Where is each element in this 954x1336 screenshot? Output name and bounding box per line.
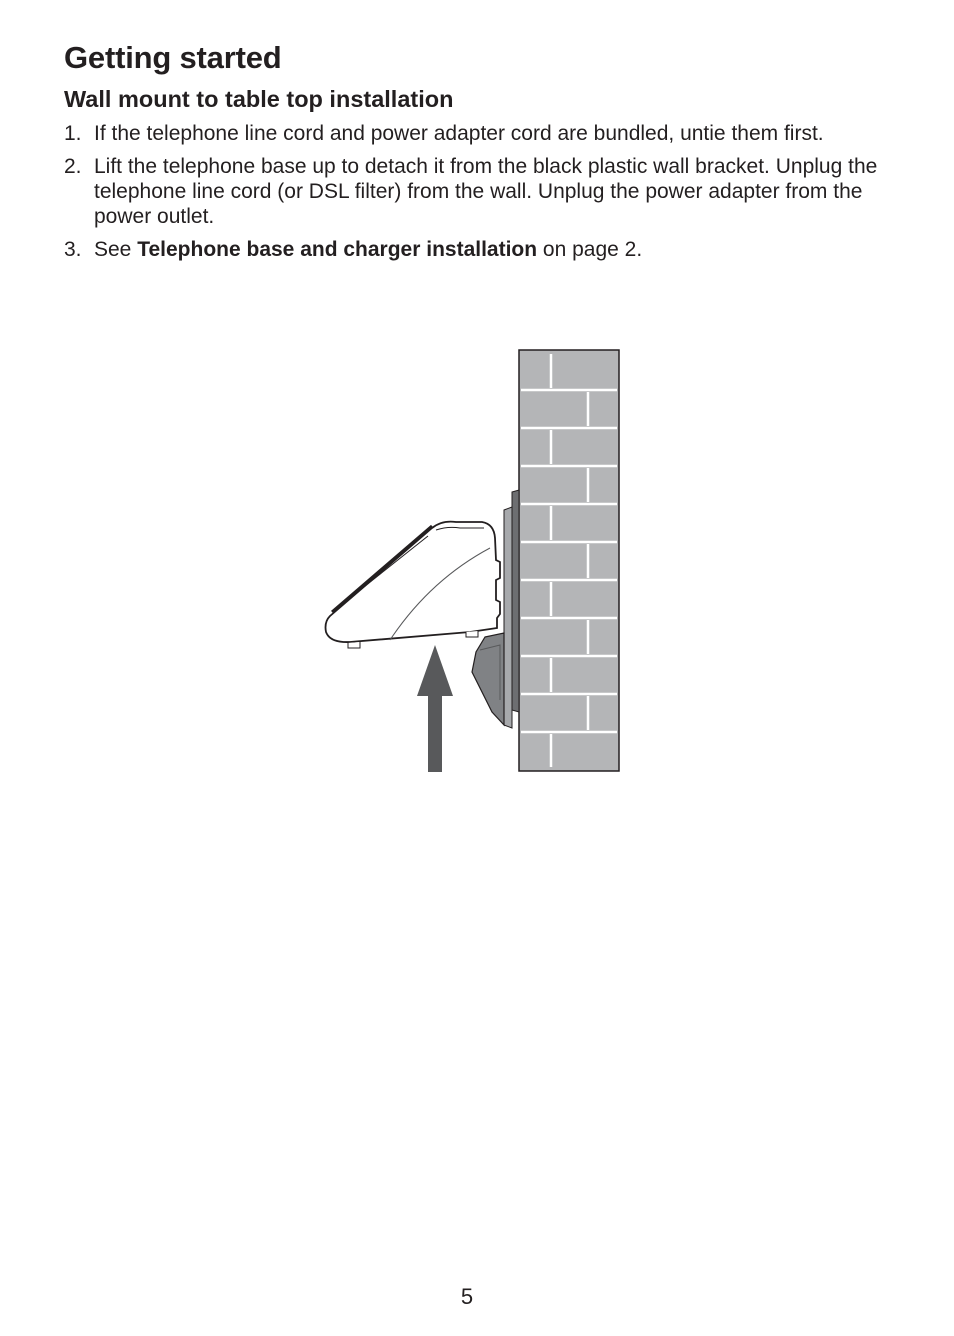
wall-outline bbox=[519, 350, 619, 771]
telephone-base bbox=[326, 522, 501, 648]
brick-wall bbox=[519, 350, 619, 771]
step-number: 2. bbox=[64, 155, 82, 178]
step-text: If the telephone line cord and power adapter cord are bundled, untie them first. bbox=[94, 122, 824, 145]
installation-illustration bbox=[300, 340, 640, 785]
page-title: Getting started bbox=[64, 40, 282, 75]
step-text-after: on page 2. bbox=[537, 238, 643, 261]
step-3 bbox=[64, 237, 894, 262]
page-number: 5 bbox=[460, 1284, 474, 1309]
step-1 bbox=[64, 121, 894, 146]
instruction-steps bbox=[64, 121, 894, 270]
step-number: 1. bbox=[64, 122, 82, 145]
step-2 bbox=[64, 154, 894, 229]
illustration-svg bbox=[300, 340, 640, 780]
step-text: Lift the telephone base up to detach it from the black plastic wall bracket. Unplug the telephone line cord (or DSL filter) from the wall. Unplug the power adapter from the power outlet. bbox=[94, 155, 878, 228]
step-number: 3. bbox=[64, 238, 82, 261]
page-reference-link[interactable]: Telephone base and charger installation bbox=[137, 238, 538, 261]
step-text-before: See bbox=[94, 238, 138, 261]
up-arrow-icon bbox=[417, 645, 453, 772]
section-heading: Wall mount to table top installation bbox=[64, 86, 454, 112]
step-text bbox=[94, 237, 894, 262]
